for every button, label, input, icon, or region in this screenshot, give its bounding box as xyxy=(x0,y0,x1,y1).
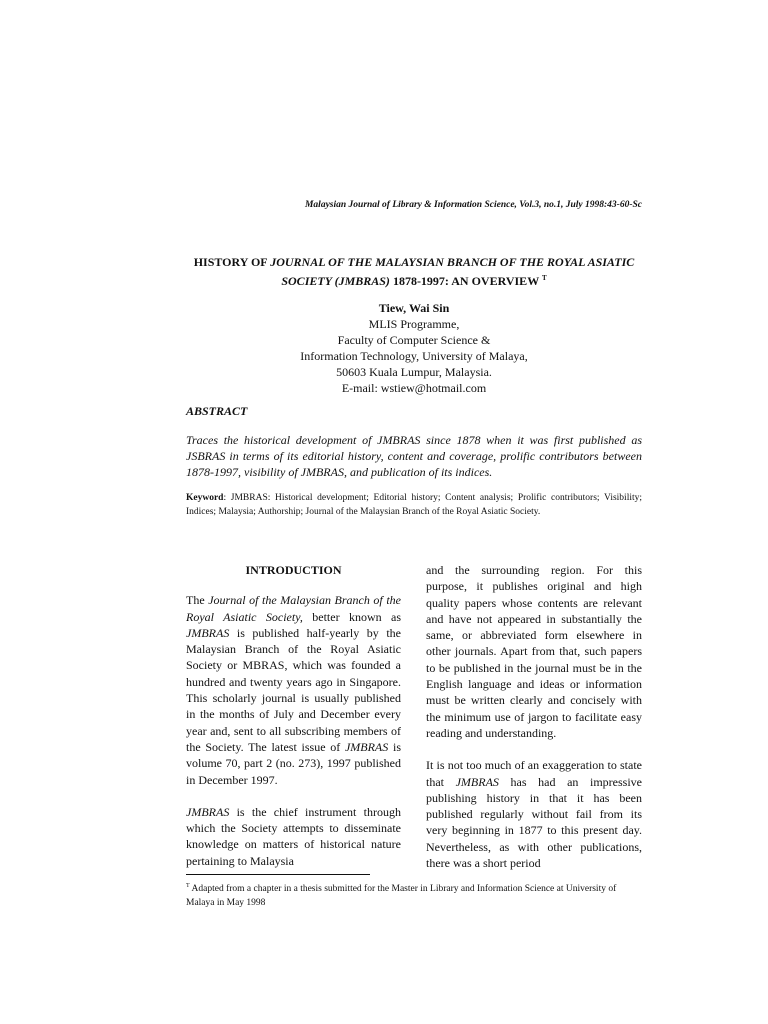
footnote xyxy=(186,879,642,910)
text-span: has had an impressive publishing history in that it has been published regularly without fail from its very beginning in 1877 to this present day. Nevertheless, as with other publications, there was a short period xyxy=(426,774,642,871)
affiliation-line: Faculty of Computer Science & xyxy=(337,333,491,347)
footnote-marker: T xyxy=(186,883,190,889)
footnote-text: Adapted from a chapter in a thesis submitted for the Master in Library and Information Science at University of Malaya in May 1998 xyxy=(186,884,617,909)
italic-text: Journal of the Malaysian Branch of the Royal Asiatic Society, xyxy=(186,593,401,624)
author-block xyxy=(186,300,642,396)
italic-text: JMBRAS xyxy=(344,739,389,754)
author-email: E-mail: wstiew@hotmail.com xyxy=(341,381,487,395)
title-part-3: 1878-1997: AN OVERVIEW xyxy=(389,274,542,288)
text-span: It is not too much of an exaggeration to state that xyxy=(426,758,642,789)
text-span: is published half-yearly by the Malaysian Branch of the Royal Asiatic Society or MBRAS, which was founded a hundred and twenty years ago in Singapore. This scholarly journal is usually published in the months of July and December every year and, sent to all subscribing members of the Society. The latest issue of xyxy=(186,625,401,754)
paper-title xyxy=(186,254,642,289)
body-paragraph: and the surrounding region. For this purpose, it publishes original and high quality papers whose contents are relevant and have not appeared in substantially the same, or abbreviated form elsewhere in other journals. Apart from that, such papers to be published in the journal must be in the English language and ideas or information must be written clearly and concisely with the minimum use of jargon to facilitate easy reading and understanding. xyxy=(426,563,642,740)
title-footnote-marker: T xyxy=(541,274,547,282)
title-part-1: HISTORY OF xyxy=(193,255,271,269)
keywords-label: Keyword xyxy=(186,493,224,503)
footnote-divider xyxy=(186,874,370,875)
abstract-heading: ABSTRACT xyxy=(186,404,248,418)
body-paragraph xyxy=(426,757,642,871)
body-column-right xyxy=(426,562,642,887)
body-paragraph xyxy=(186,592,401,788)
italic-text: JMBRAS xyxy=(186,804,230,819)
body-paragraph xyxy=(186,804,401,869)
journal-citation: Malaysian Journal of Library & Information Science, Vol.3, no.1, July 1998:43-60-Sc xyxy=(304,200,642,210)
italic-text: JMBRAS xyxy=(186,625,230,640)
text-span: is volume 70, part 2 (no. 273), 1997 published in December 1997. xyxy=(186,739,401,787)
affiliation-line: Information Technology, University of Malaya, xyxy=(300,349,528,363)
section-heading-introduction: INTRODUCTION xyxy=(245,563,342,577)
text-span: better known as xyxy=(302,609,401,624)
text-span: is the chief instrument through which the Society attempts to disseminate knowledge on matters of historical nature pertaining to Malaysia xyxy=(186,804,401,868)
keywords xyxy=(186,491,642,519)
keywords-text: : JMBRAS: Historical development; Editorial history; Content analysis; Prolific contributors; Visibility; Indices; Malaysia; Authorship; Journal of the Malaysian Branch of the Royal Asiatic Society. xyxy=(186,493,642,517)
title-journal-name: JOURNAL OF THE MALAYSIAN BRANCH OF THE ROYAL ASIATIC SOCIETY (JMBRAS) xyxy=(270,255,635,288)
body-column-left xyxy=(186,562,401,885)
abstract-text: Traces the historical development of JMBRAS since 1878 when it was first published as JSBRAS in terms of its editorial history, content and coverage, prolific contributors between 1878-1997, visibility of JMBRAS, and publication of its indices. xyxy=(186,433,642,479)
author-name: Tiew, Wai Sin xyxy=(378,301,450,315)
affiliation-line: 50603 Kuala Lumpur, Malaysia. xyxy=(336,365,492,379)
text-span: The xyxy=(186,593,209,608)
affiliation-line: MLIS Programme, xyxy=(368,317,460,331)
italic-text: JMBRAS xyxy=(455,774,499,789)
